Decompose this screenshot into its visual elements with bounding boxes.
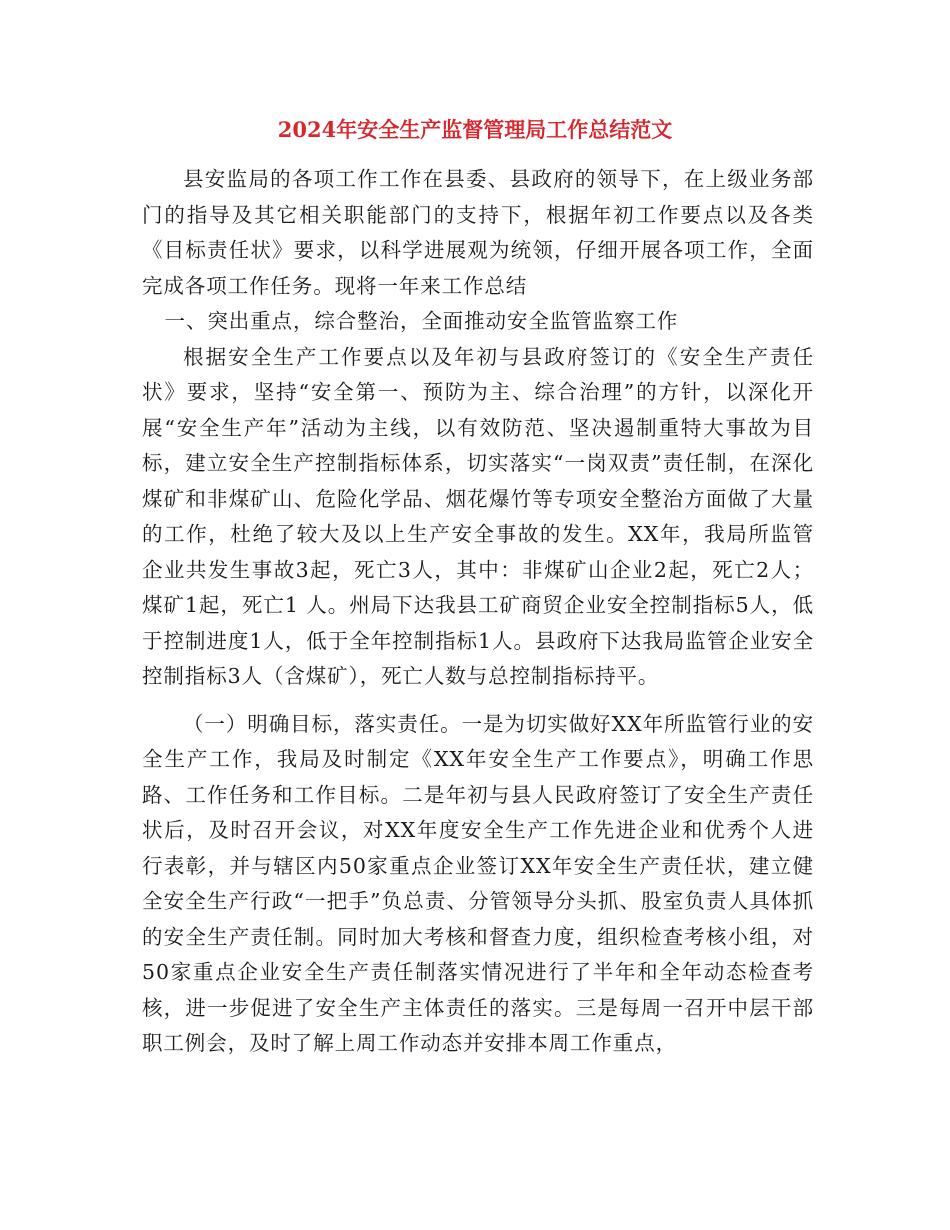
paragraph-section-one: 根据安全生产工作要点以及年初与县政府签订的《安全生产责任状》要求，坚持“安全第一、预防为主、综合治理”的方针，以深化开展“安全生产年”活动为主线，以有效防范、坚决遏制重特大事故为目标，建立安全生产控制指标体系，切实落实“一岗双责”责任制，在深化煤矿和非煤矿山、危险化学品、烟花爆竹等专项安全整治方面做了大量的工作，杜绝了较大及以上生产安全事故的发生。XX年，我局所监管企业共发生事故3起，死亡3人，其中：非煤矿山企业2起，死亡2人；煤矿1起，死亡1 人。州局下达我县工矿商贸企业安全控制指标5人，低于控制进度1人，低于全年控制指标1人。县政府下达我局监管企业安全控制指标3人（含煤矿），死亡人数与总控制指标持平。	[142, 344, 814, 688]
document-title: 2024年安全生产监督管理局工作总结范文	[277, 117, 673, 142]
section-heading: 一、突出重点，综合整治，全面推动安全监管监察工作	[164, 309, 679, 333]
paragraph-subsection-one: （一）明确目标，落实责任。一是为切实做好XX年所监管行业的安全生产工作，我局及时制定《XX年安全生产工作要点》，明确工作思路、工作任务和工作目标。二是年初与县人民政府签订了安全生产责任状后，及时召开会议，对XX年度安全生产工作先进企业和优秀个人进行表彰，并与辖区内50家重点企业签订XX年安全生产责任状，建立健全安全生产行政“一把手”负总责、分管领导分头抓、股室负责人具体抓的安全生产责任制。同时加大考核和督查力度，组织检查考核小组，对50家重点企业安全生产责任制落实情况进行了半年和全年动态检查考核，进一步促进了安全生产主体责任的落实。三是每周一召开中层干部职工例会，及时了解上周工作动态并安排本周工作重点，	[142, 711, 814, 1055]
paragraph-intro: 县安监局的各项工作工作在县委、县政府的领导下，在上级业务部门的指导及其它相关职能部门的支持下，根据年初工作要点以及各类《目标责任状》要求，以科学进展观为统领，仔细开展各项工作，全面完成各项工作任务。现将一年来工作总结	[142, 167, 814, 298]
document-body	[142, 162, 814, 1062]
